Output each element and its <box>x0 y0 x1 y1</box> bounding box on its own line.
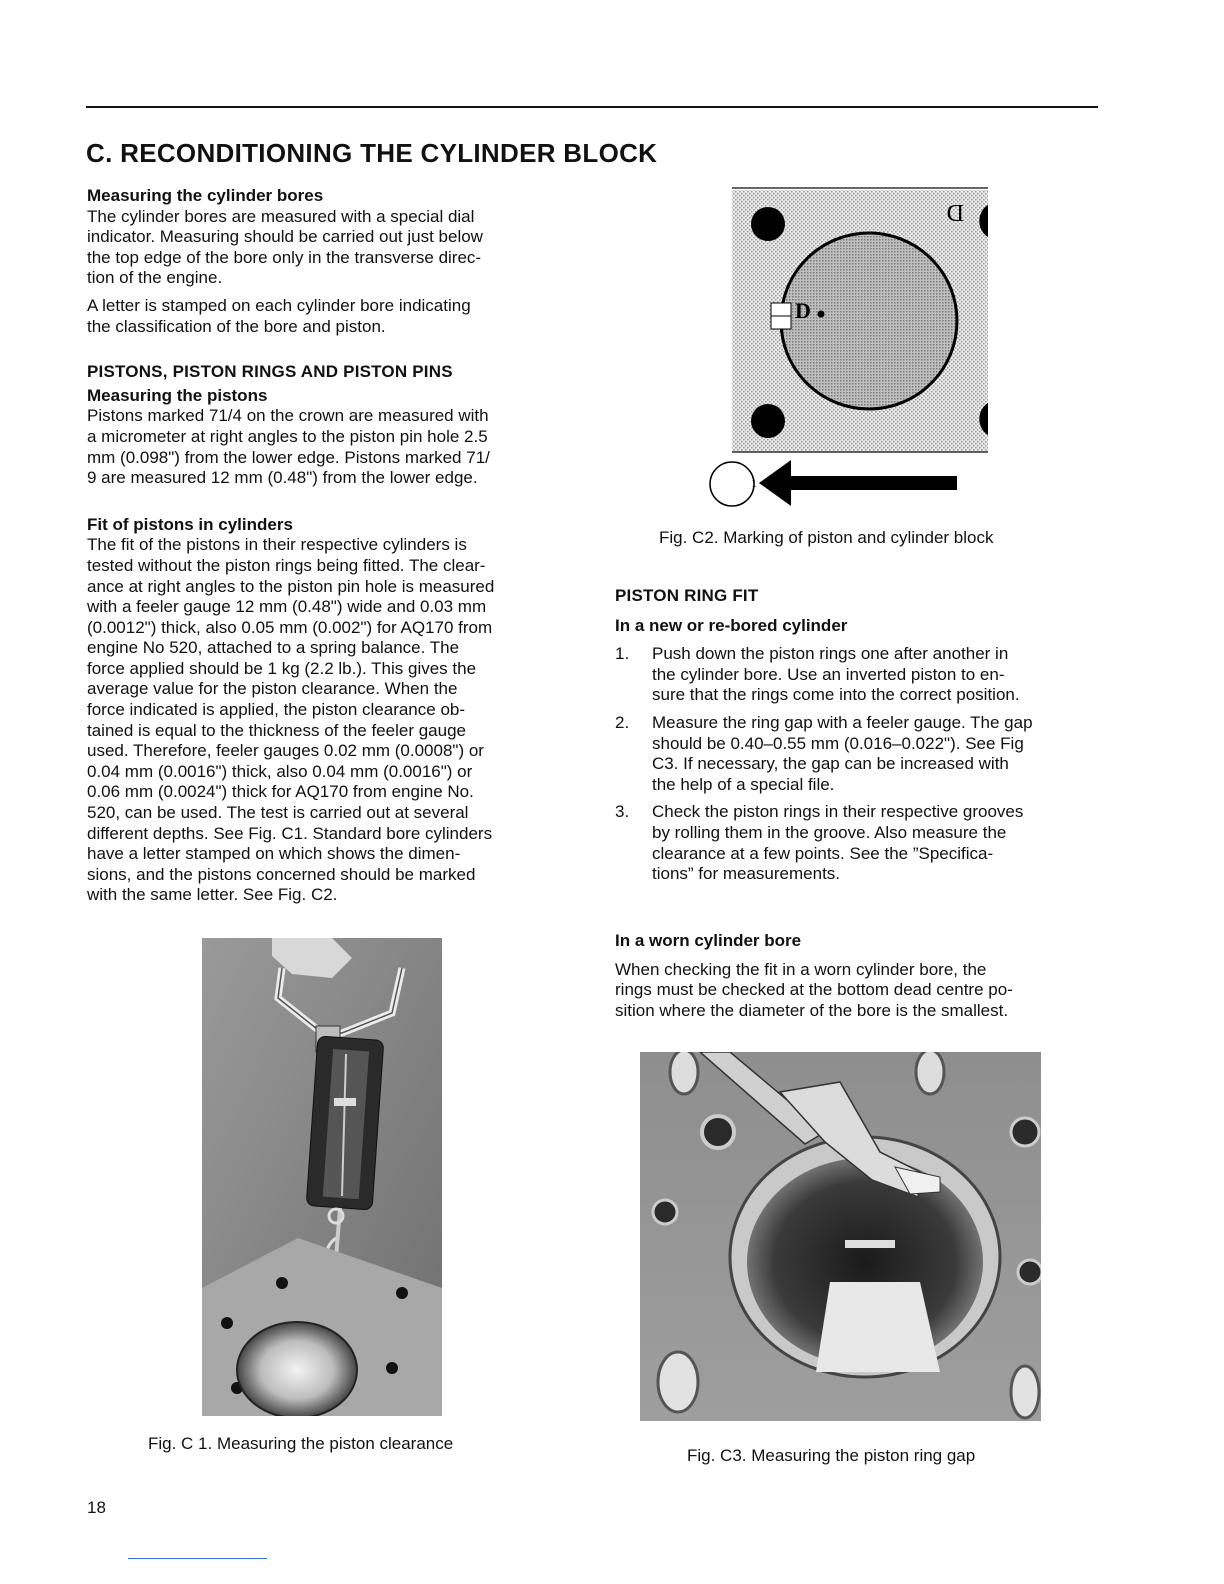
right-column-upper <box>615 586 1097 892</box>
para-pistons: Pistons marked 71/4 on the crown are measured with a micrometer at right angles to the piston pin hole 2.5 mm (0.098") from the lower edge. Pistons marked 71/ 9 are measured 12 mm (0.48") from the lower edge. <box>87 406 490 488</box>
ring-fit-steps <box>615 644 1097 885</box>
heading-worn-cylinder: In a worn cylinder bore <box>615 931 802 950</box>
edge-letter: D <box>946 199 964 225</box>
heading-measuring-pistons: Measuring the pistons <box>87 385 268 405</box>
heading-new-cylinder: In a new or re-bored cylinder <box>615 615 848 635</box>
para-worn: When checking the fit in a worn cylinder bore, the rings must be checked at the bottom dead centre po- sition where the diameter of the bore is the smallest. <box>615 959 1013 1020</box>
left-column <box>87 186 567 906</box>
heading-fit-pistons: Fit of pistons in cylinders <box>87 514 293 534</box>
footer-link-line <box>128 1558 267 1559</box>
fig-c1-photo <box>202 938 442 1416</box>
fig-c3-photo <box>640 1052 1041 1421</box>
heading-pistons-caps: PISTONS, PISTON RINGS AND PISTON PINS <box>87 362 453 382</box>
step-item: 3. Check the piston rings in their respective grooves by rolling them in the groove. Also measure the clearance at a few points. See the ”Specifica- tions” for measurements. <box>615 802 1024 884</box>
heading-ring-fit-caps: PISTON RING FIT <box>615 586 759 605</box>
step-item: 2. Measure the ring gap with a feeler gauge. The gap should be 0.40–0.55 mm (0.016–0.022"). See Fig C3. If necessary, the gap can be increased with the help of a special file. <box>615 712 1033 794</box>
callout-number: 1 <box>751 476 757 490</box>
stud-hole-bottom-left <box>751 404 785 438</box>
fig-c1-caption: Fig. C 1. Measuring the piston clearance <box>148 1434 454 1453</box>
section-title: C. RECONDITIONING THE CYLINDER BLOCK <box>86 138 658 168</box>
fig-c2-diagram <box>705 185 995 515</box>
header-rule <box>86 106 1098 108</box>
heading-measuring-bores: Measuring the cylinder bores <box>87 186 324 205</box>
para-bores: The cylinder bores are measured with a special dial indicator. Measuring should be carried out just below the top edge of the bore only in the transverse direc- tion of the engine. <box>87 206 483 288</box>
callout-circle <box>710 462 754 506</box>
para-fit-pistons: The fit of the pistons in their respective cylinders is tested without the piston rings being fitted. The clear- ance at right angles to the piston pin hole is measured with a feeler gauge 12 mm (0.48") wide and 0.03 mm (0.0012") thick, also 0.05 mm (0.002") for AQ170 from engine No 520, attached to a spring balance. The force applied should be 1 kg (2.2 lb.). This gives the average value for the piston clearance. When the force indicated is applied, the piston clearance ob- tained is equal to the thickness of the feeler gauge used. Therefore, feeler gauges 0.02 mm (0.0008") or 0.04 mm (0.0016") thick, also 0.04 mm (0.0016") or 0.06 mm (0.0024") thick for AQ170 from engine No. 520, can be used. The test is carried out at several different depths. See Fig. C1. Standard bore cylinders have a letter stamped on which shows the dimen- sions, and the pistons concerned should be marked with the same letter. See Fig. C2. <box>87 535 495 905</box>
stud-hole-top-left <box>751 207 785 241</box>
arrow-icon <box>759 460 957 506</box>
fig-c2-caption: Fig. C2. Marking of piston and cylinder block <box>659 528 994 547</box>
bore-letter: D <box>795 298 811 323</box>
para-bore-letter: A letter is stamped on each cylinder bore indicating the classification of the bore and piston. <box>87 295 471 336</box>
fig-c3-caption: Fig. C3. Measuring the piston ring gap <box>687 1446 976 1465</box>
page-number: 18 <box>87 1498 106 1517</box>
right-column-lower <box>615 931 1097 1021</box>
step-item: 1. Push down the piston rings one after another in the cylinder bore. Use an inverted piston to en- sure that the rings come into the correct position. <box>615 644 1020 705</box>
